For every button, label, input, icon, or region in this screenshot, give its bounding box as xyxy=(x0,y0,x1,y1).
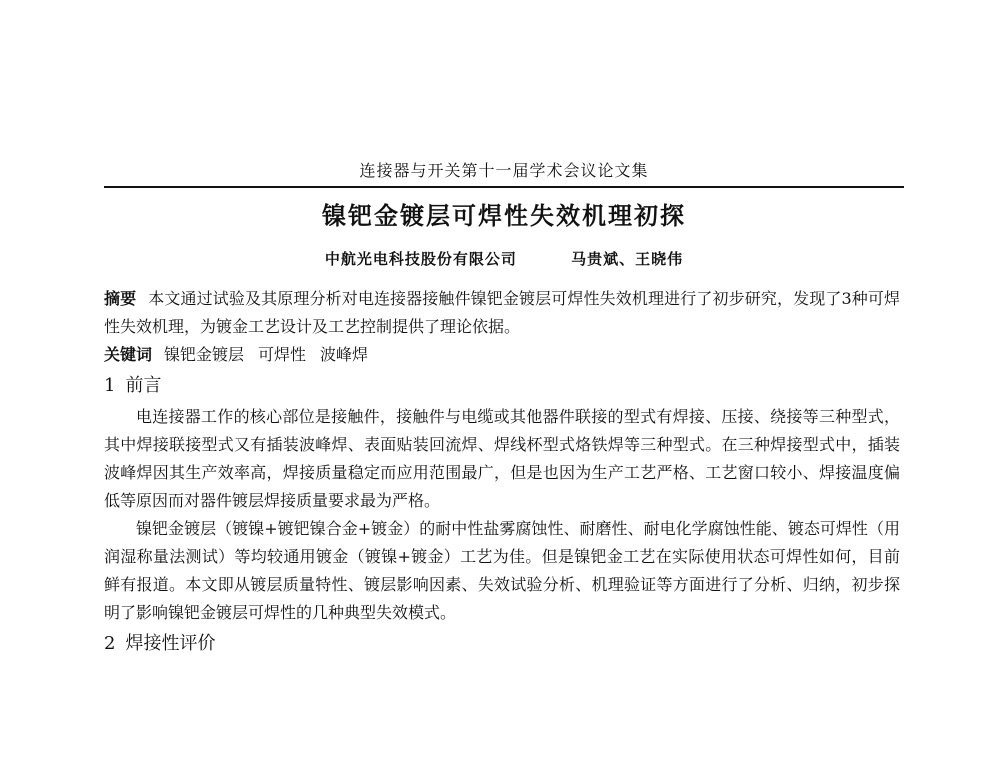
keyword: 可焊性 xyxy=(258,345,307,364)
author-line xyxy=(104,248,904,269)
abstract xyxy=(104,285,900,341)
abstract-text: 本文通过试验及其原理分析对电连接器接触件镍钯金镀层可焊性失效机理进行了初步研究，发现了3种可焊性失效机理，为镀金工艺设计及工艺控制提供了理论依据。 xyxy=(104,289,900,336)
keyword: 镍钯金镀层 xyxy=(164,345,245,364)
keywords xyxy=(104,341,900,369)
paragraph: 电连接器工作的核心部位是接触件，接触件与电缆或其他器件联接的型式有焊接、压接、绕接等三种型式，其中焊接联接型式又有插装波峰焊、表面贴装回流焊、焊线杯型式烙铁焊等三种型式。在三种焊接型式中，插装波峰焊因其生产效率高，焊接质量稳定而应用范围最广，但是也因为生产工艺严格、工艺窗口较小、焊接温度偏低等原因而对器件镀层焊接质量要求最为严格。 xyxy=(104,407,900,510)
section-number: 2 xyxy=(104,633,116,654)
section-title: 焊接性评价 xyxy=(125,633,216,654)
header-rule xyxy=(104,186,904,188)
body-text xyxy=(104,285,900,661)
section-heading-1 xyxy=(104,369,900,403)
paper-title: 镍钯金镀层可焊性失效机理初探 xyxy=(322,202,686,230)
abstract-label: 摘要 xyxy=(104,289,137,308)
keywords-label: 关键词 xyxy=(104,345,153,364)
section-title: 前言 xyxy=(125,375,162,396)
section-heading-2 xyxy=(104,627,900,661)
keyword: 波峰焊 xyxy=(320,345,369,364)
paragraph: 镍钯金镀层（镀镍+镀钯镍合金+镀金）的耐中性盐雾腐蚀性、耐磨性、耐电化学腐蚀性能、镀态可焊性（用润湿称量法测试）等均较通用镀金（镀镍+镀金）工艺为佳。但是镍钯金工艺在实际使用状态可焊性如何，目前鲜有报道。本文即从镀层质量特性、镀层影响因素、失效试验分析、机理验证等方面进行了分析、归纳，初步探明了影响镍钯金镀层可焊性的几种典型失效模式。 xyxy=(104,519,900,622)
section-number: 1 xyxy=(104,375,116,396)
running-header: 连接器与开关第十一届学术会议论文集 xyxy=(359,161,649,180)
author-names: 马贵斌、王晓伟 xyxy=(571,250,684,268)
affiliation: 中航光电科技股份有限公司 xyxy=(324,250,517,268)
